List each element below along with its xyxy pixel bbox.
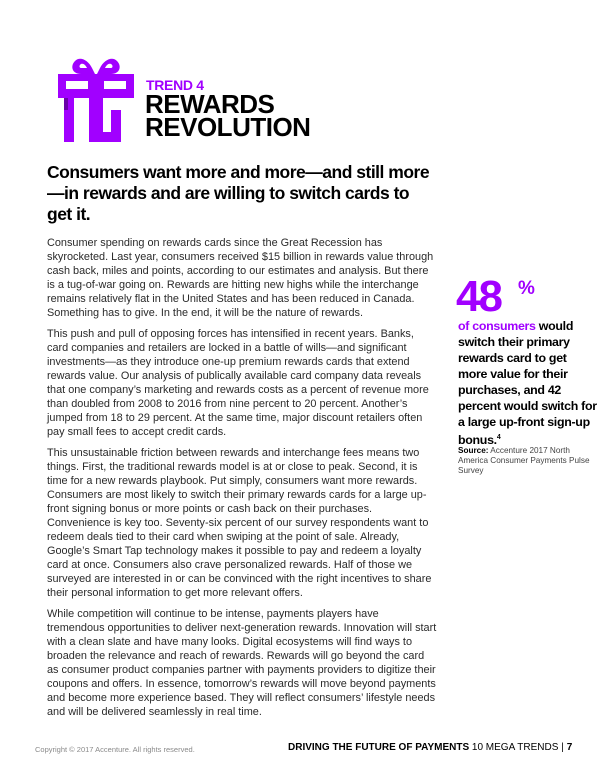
gift-icon (58, 52, 134, 142)
copyright: Copyright © 2017 Accenture. All rights reserved. (35, 745, 195, 754)
body-text (47, 236, 437, 726)
paragraph: Consumer spending on rewards cards since the Great Recession has skyrocketed. Last year, consumers received $15 billion in rewards value through cash back, miles and points, according to our estimates and analysis. But there is a tug-of-war going on. Rewards are hitting new highs while the interchange remains relatively flat in the United States and has been reduced in Canada. Something has to give. In the end, it will be the nature of rewards. (47, 237, 434, 319)
stat-highlight: of consumers (458, 319, 536, 333)
paragraph: This unsustainable friction between rewards and interchange fees means two things. First, the traditional rewards model is at or close to peak. Second, it is time for a new rewards playbook. Put simply, consumers want more rewards. Consumers are most likely to switch their primary rewards cards for a large up-front signing bonus or more points or cash back on their purchases. Convenience is key too. Seventy-six percent of our survey respondents want to redeem deals tied to their card when swiping at the point of sale. Already, Google’s Smart Tap technology makes it possible to pay and redeem a loyalty card at once. Consumers also crave personalized rewards. Half of those we surveyed are interested in or can be convinced with the right incentives to share their personal information to get more relevant offers. (47, 447, 432, 599)
stat-number: 48 (456, 272, 501, 321)
footnote-ref: 4 (496, 434, 501, 441)
publication-subtitle: 10 MEGA TRENDS | (469, 742, 564, 753)
page-number: 7 (566, 742, 573, 753)
stat-callout (458, 318, 598, 448)
footer-publication (288, 742, 572, 753)
headline: Consumers want more and more—and still more—in rewards and are willing to switch cards to get it. (47, 162, 430, 224)
source-text: Accenture 2017 North America Consumer Payments Pulse Survey (458, 446, 590, 475)
source-note (458, 446, 598, 476)
source-label: Source: (458, 446, 489, 455)
stat-percent: % (518, 278, 535, 299)
title-line-1: REWARDS (145, 89, 275, 119)
stat-description: would switch their primary rewards card to get more value for their purchases, and 42 percent would switch for a large up-front sign-up bonus. (458, 319, 597, 447)
trend-title (145, 89, 311, 142)
paragraph: While competition will continue to be intense, payments players have tremendous opportunities to deliver next-generation rewards. Innovation will start with a clean slate and have many looks. Digital ecosystems will find ways to broaden the relevance and reach of rewards. Rewards will go beyond the card as consumer product companies partner with payments providers to digitize their coupons and offers. In essence, tomorrow’s rewards will move beyond payments and become more experience based. They will reflect consumers’ lifestyle needs and will be delivered seamlessly in real time. (47, 608, 437, 718)
trend-label: TREND 4 (146, 77, 204, 93)
paragraph: This push and pull of opposing forces has intensified in recent years. Banks, card companies and retailers are locked in a battle of wills—and significant investments—as they introduce one-up premium rewards cards that extend rewards value. Our analysis of publically available card company data reveals that one company’s marketing and rewards costs as a percent of revenue more than doubled from 2008 to 2016 from nine percent to 20 percent. Another’s jumped from 18 to 29 percent. At the same time, major discount retailers often pay small fees to accept credit cards. (47, 328, 429, 438)
title-line-2: REVOLUTION (145, 112, 311, 142)
publication-title: DRIVING THE FUTURE OF PAYMENTS (288, 742, 470, 753)
